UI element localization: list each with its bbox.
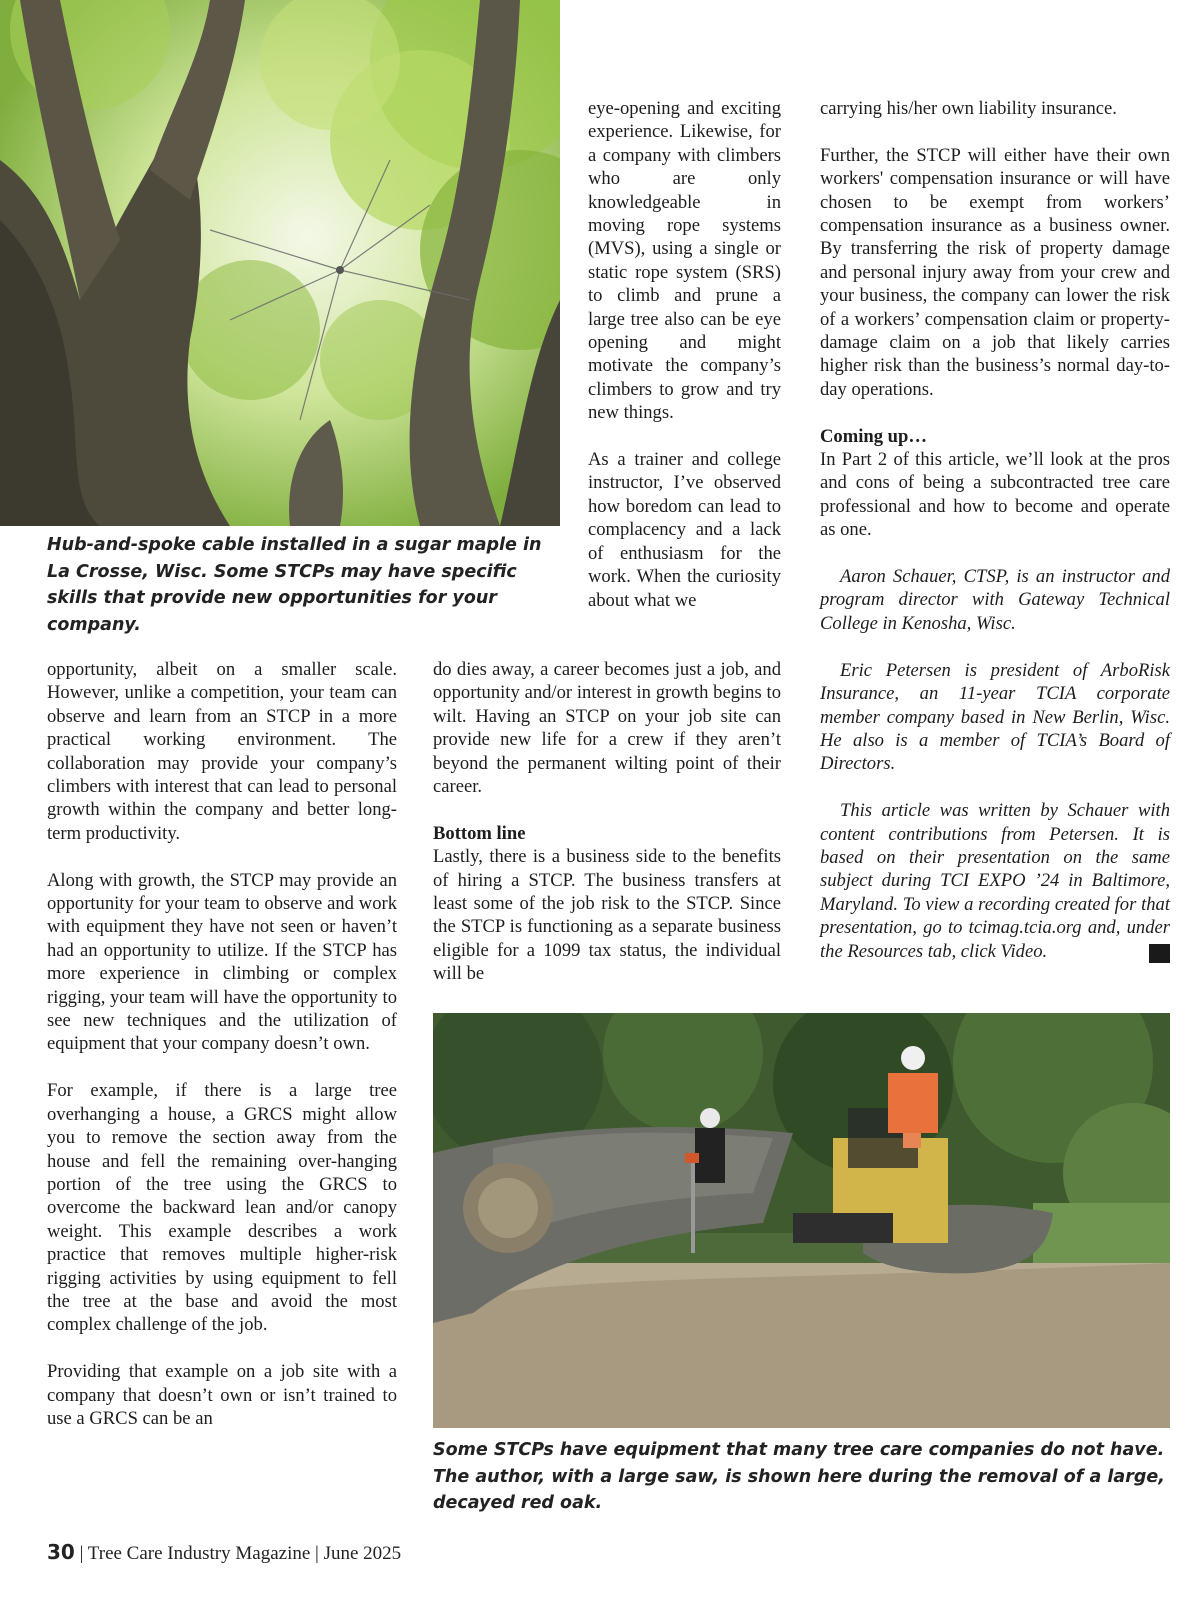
- body-paragraph: In Part 2 of this article, we’ll look at the pros and cons of being a subcontracted tree care professional and how to become and operate as one.: [820, 449, 1170, 541]
- column-1: [47, 658, 397, 1430]
- body-paragraph: Further, the STCP will either have their own workers' compensation insurance or will have chosen to be exempt from workers’ compensation insurance as a business owner. By transferring the risk of property damage and personal injury away from your crew and your business, the company can lower the risk of a workers’ compensation claim or property-damage claim on a job that likely carries higher risk than the business’s normal day-to-day operations.: [820, 144, 1170, 400]
- top-photo-caption: Hub-and-spoke cable installed in a sugar maple in La Crosse, Wisc. Some STCPs may have specific skills that provide new opportunities for your company.: [47, 535, 542, 635]
- sugar-maple-photo: [0, 0, 560, 526]
- column-2-upper: [588, 97, 781, 612]
- section-heading-coming-up: Coming up…: [820, 425, 927, 447]
- body-paragraph: eye-opening and exciting experience. Likewise, for a company with climbers who are only knowledgeable in moving rope systems (MVS), using a single or static rope system (SRS) to climb and prune a large tree also can be eye opening and might motivate the company’s climbers to grow and try new things.: [588, 98, 781, 424]
- page-footer: [47, 1540, 401, 1565]
- body-paragraph: do dies away, a career becomes just a job, and opportunity and/or interest in growth begins to wilt. Having an STCP on your job site can provide new life for a crew if they aren’t beyond the permanent wilting point of their career.: [433, 659, 781, 798]
- body-paragraph: carrying his/her own liability insurance.: [820, 98, 1117, 119]
- column-3: [820, 97, 1170, 963]
- body-paragraph: For example, if there is a large tree overhanging a house, a GRCS might allow you to remove the section away from the house and fell the remaining over-hanging portion of the tree using the GRCS to overcome the backward lean and/or canopy weight. This example describes a work practice that removes multiple higher-risk rigging activities by using equipment to fell the tree at the base and avoid the most complex challenge of the job.: [47, 1080, 397, 1336]
- article-note: [820, 799, 1170, 963]
- body-paragraph: Providing that example on a job site with a company that doesn’t own or isn’t trained to use a GRCS can be an: [47, 1361, 397, 1429]
- end-of-article-mark: [1149, 944, 1170, 963]
- body-paragraph: As a trainer and college instructor, I’ve observed how boredom can lead to complacency and a lack of enthusiasm for the work. When the curiosity about what we: [588, 449, 781, 611]
- footer-publication: | Tree Care Industry Magazine | June 2025: [74, 1543, 402, 1564]
- author-credit: Aaron Schauer, CTSP, is an instructor and program director with Gateway Technical College in Kenosha, Wisc.: [820, 566, 1170, 634]
- body-paragraph: Along with growth, the STCP may provide an opportunity for your team to observe and work with equipment they have not seen or haven’t had an opportunity to utilize. If the STCP has more experience in climbing or complex rigging, your team will have the opportunity to see new techniques and the utilization of equipment that your company doesn’t own.: [47, 869, 397, 1055]
- body-paragraph: Lastly, there is a business side to the benefits of hiring a STCP. The business transfers at least some of the job risk to the STCP. Since the STCP is functioning as a separate business eligible for a 1099 tax status, the individual will be: [433, 846, 781, 985]
- red-oak-removal-photo: [433, 1013, 1170, 1428]
- author-credit: Eric Petersen is president of ArboRisk Insurance, an 11-year TCIA corporate member company based in New Berlin, Wisc. He also is a member of TCIA’s Board of Directors.: [820, 659, 1170, 775]
- section-heading-bottom-line: Bottom line: [433, 822, 526, 844]
- body-paragraph: opportunity, albeit on a smaller scale. However, unlike a competition, your team can observe and learn from an STCP in a more practical working environment. The collaboration may provide your company’s climbers with interest that can lead to personal growth within the company and better long-term productivity.: [47, 659, 397, 844]
- bottom-photo-caption: Some STCPs have equipment that many tree care companies do not have. The author, with a large saw, is shown here during the removal of a large, decayed red oak.: [433, 1440, 1165, 1513]
- article-note-text: This article was written by Schauer with content contributions from Petersen. It is based on their presentation on the same subject during TCI EXPO ’24 in Baltimore, Maryland. To view a recording created for that presentation, go to tcimag.tcia.org and, under the Resources tab, click Video.: [820, 800, 1170, 962]
- page-number: 30: [47, 1540, 75, 1564]
- column-2-lower: [433, 658, 781, 986]
